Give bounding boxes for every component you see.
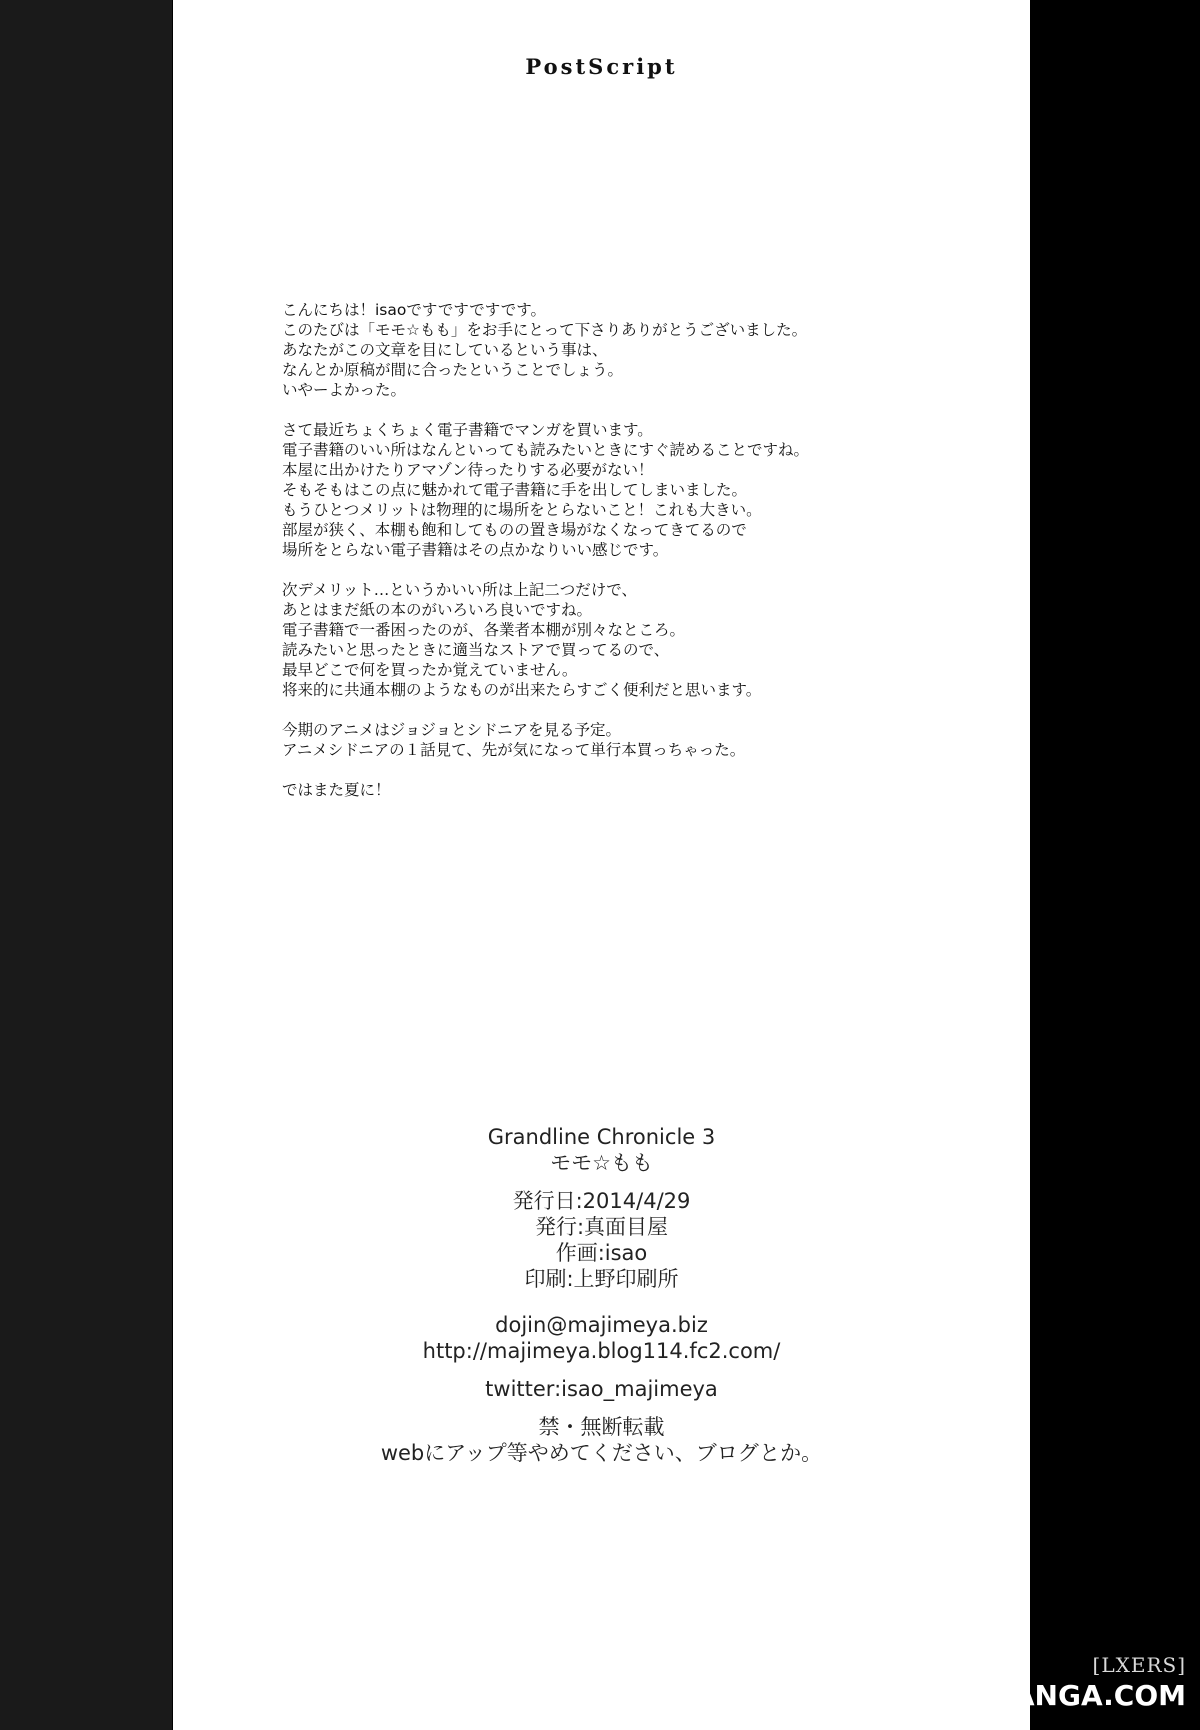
book-title: Grandline Chronicle 3 xyxy=(487,1125,716,1149)
body-line: アニメシドニアの１話見て、先が気になって単行本買っちゃった。 xyxy=(282,741,746,759)
issue-date: 発行日:2014/4/29 xyxy=(512,1189,691,1213)
paragraph-ebooks-merits xyxy=(282,420,1002,560)
contact-email: dojin@majimeya.biz xyxy=(495,1313,708,1337)
body-line: 最早どこで何を買ったか覚えていません。 xyxy=(282,661,578,679)
body-line: ではまた夏に！ xyxy=(282,781,391,799)
body-line: 電子書籍のいい所はなんといっても読みたいときにすぐ読めることですね。 xyxy=(282,441,810,459)
right-margin-band xyxy=(1030,0,1200,1730)
body-line: 電子書籍で一番困ったのが、各業者本棚が別々なところ。 xyxy=(282,621,686,639)
body-line: あとはまだ紙の本のがいろいろ良いですね。 xyxy=(282,601,593,619)
watermark-group-tag: [LXERS] xyxy=(1092,1653,1186,1677)
printer: 印刷:上野印刷所 xyxy=(524,1267,679,1291)
document-page xyxy=(173,0,1030,1730)
body-line: いやーよかった。 xyxy=(282,381,407,399)
body-line: もうひとつメリットは物理的に場所をとらないこと！これも大きい。 xyxy=(282,501,762,519)
body-line: そもそもはこの点に魅かれて電子書籍に手を出してしまいました。 xyxy=(282,481,748,499)
body-line: 本屋に出かけたりアマゾン待ったりする必要がない！ xyxy=(282,461,654,479)
reprint-notice-detail: webにアップ等やめてください、ブログとか。 xyxy=(380,1441,823,1465)
watermark-site-name: LXMANGA.COM xyxy=(945,1679,1186,1712)
body-line: 部屋が狭く、本棚も飽和してものの置き場がなくなってきてるので xyxy=(282,521,747,539)
artist: 作画:isao xyxy=(555,1241,648,1265)
body-line: 場所をとらない電子書籍はその点かなりいい感じです。 xyxy=(282,541,669,559)
body-line: あなたがこの文章を目にしているという事は、 xyxy=(282,341,608,359)
paragraph-closing xyxy=(282,780,1002,800)
postscript-body xyxy=(282,300,1002,820)
body-line: なんとか原稿が間に合ったということでしょう。 xyxy=(282,361,624,379)
paragraph-ebooks-demerits xyxy=(282,580,1002,700)
colophon xyxy=(173,1124,1030,1466)
blog-url: http://majimeya.blog114.fc2.com/ xyxy=(422,1339,781,1363)
twitter-handle: twitter:isao_majimeya xyxy=(485,1377,718,1401)
body-line: このたびは「モモ☆もも」をお手にとって下さりありがとうございました。 xyxy=(282,321,808,339)
body-line: 将来的に共通本棚のようなものが出来たらすごく便利だと思います。 xyxy=(282,681,762,699)
body-line: さて最近ちょくちょく電子書籍でマンガを買います。 xyxy=(282,421,653,439)
publisher: 発行:真面目屋 xyxy=(534,1215,669,1239)
site-watermark xyxy=(946,1653,1186,1712)
reprint-notice: 禁・無断転載 xyxy=(538,1415,665,1439)
paragraph-anime xyxy=(282,720,1002,760)
book-subtitle: モモ☆もも xyxy=(550,1151,653,1175)
body-line: 今期のアニメはジョジョとシドニアを見る予定。 xyxy=(282,721,621,739)
left-margin-band xyxy=(0,0,172,1730)
paragraph-greeting xyxy=(282,300,1002,400)
body-line: 次デメリット…というかいい所は上記二つだけで、 xyxy=(282,581,637,599)
page-title: PostScript xyxy=(525,54,678,79)
body-line: 読みたいと思ったときに適当なストアで買ってるので、 xyxy=(282,641,670,659)
body-line: こんにちは！isaoですですですです。 xyxy=(282,301,547,319)
